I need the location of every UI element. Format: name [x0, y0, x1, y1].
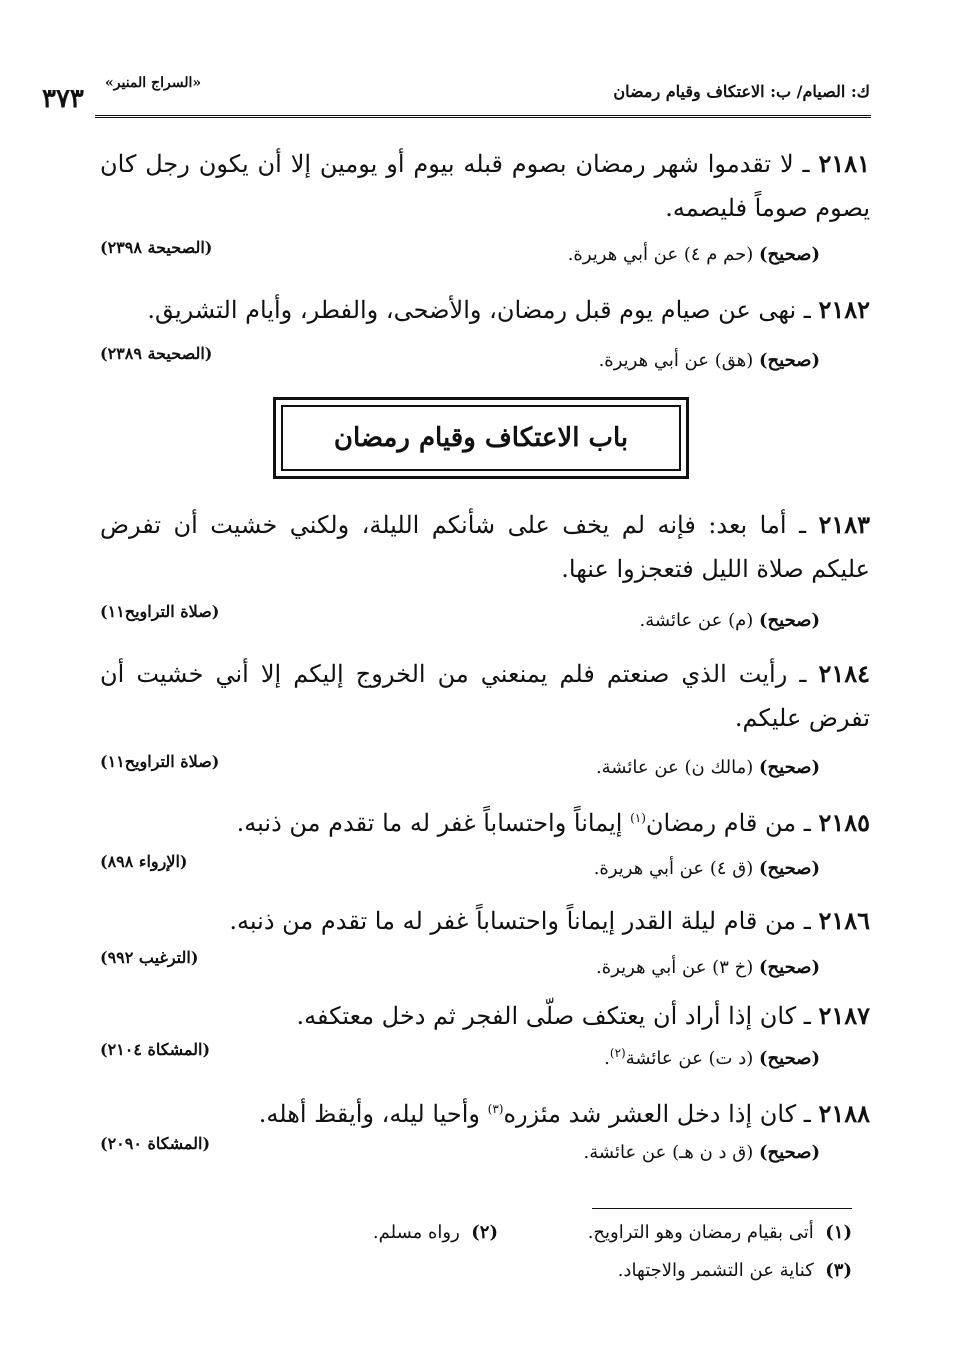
hadith-text: من قام ليلة القدر إيماناً واحتساباً غفر له ما تقدم من ذنبه.: [229, 907, 797, 935]
hadith-number: ٢١٨٢: [818, 295, 870, 324]
hadith-2188: ٢١٨٨ ـ كان إذا دخل العشر شد مئزره$^{(٣)}$ وأحيا ليله، وأيقظ أهله.: [258, 1099, 870, 1128]
grading-2184: [596, 757, 820, 778]
grading-tail: .: [604, 1048, 610, 1069]
hadith-text-before: من قام رمضان: [645, 809, 797, 837]
footnote-1: [588, 1222, 852, 1243]
footnote-2: [373, 1222, 498, 1243]
reference-2181: (الصحيحة ٢٣٩٨): [100, 238, 213, 257]
hadith-text-before: كان إذا دخل العشر شد مئزره: [503, 1100, 797, 1128]
grading-label: (صحيح): [759, 610, 820, 631]
hadith-text: كان إذا أراد أن يعتكف صلّى الفجر ثم دخل معتكفه.: [296, 1002, 797, 1030]
grading-source: (خ ٣) عن أبي هريرة.: [596, 957, 754, 978]
book-title: «السراج المنير»: [105, 75, 202, 91]
hadith-2184: ٢١٨٤ ـ رأيت الذي صنعتم فلم يمنعني من الخروج إليكم إلا أني خشيت أن تفرض عليكم.: [100, 659, 870, 732]
page-number: ٣٧٣: [42, 84, 84, 114]
grading-label: (صحيح): [759, 1048, 820, 1069]
hadith-text: رأيت الذي صنعتم فلم يمنعني من الخروج إليكم إلا أني خشيت أن تفرض عليكم.: [100, 660, 870, 732]
grading-2186: [596, 957, 820, 978]
hadith-text-after: وأحيا ليله، وأيقظ أهله.: [258, 1100, 488, 1128]
hadith-text: أما بعد: فإنه لم يخف على شأنكم الليلة، ولكني خشيت أن تفرض عليكم صلاة الليل فتعجزوا عنها.: [100, 511, 870, 583]
footnote-rule: [592, 1208, 852, 1209]
grading-source: (م) عن عائشة.: [639, 610, 754, 631]
hadith-number: ٢١٨١: [818, 149, 871, 178]
hadith-2182: ٢١٨٢ ـ نهى عن صيام يوم قبل رمضان، والأضحى، والفطر، وأيام التشريق.: [147, 295, 870, 324]
grading-2182: [599, 350, 820, 371]
hadith-number: ٢١٨٤: [818, 659, 870, 688]
footnote-text: كناية عن التشمر والاجتهاد.: [617, 1260, 814, 1281]
hadith-number: ٢١٨٧: [818, 1001, 870, 1030]
grading-label: (صحيح): [759, 957, 820, 978]
grading-label: (صحيح): [759, 350, 820, 371]
footnote-number: (١): [825, 1222, 852, 1243]
grading-label: (صحيح): [759, 244, 820, 265]
footnote-number: (٣): [825, 1260, 852, 1281]
hadith-2186: ٢١٨٦ ـ من قام ليلة القدر إيماناً واحتساباً غفر له ما تقدم من ذنبه.: [229, 906, 870, 935]
hadith-text: لا تقدموا شهر رمضان بصوم قبله بيوم أو يومين إلا أن يكون رجل كان يصوم صوماً فليصمه.: [100, 150, 870, 222]
hadith-text: نهى عن صيام يوم قبل رمضان، والأضحى، والفطر، وأيام التشريق.: [147, 296, 797, 324]
footnote-3: [618, 1260, 852, 1281]
grading-label: (صحيح): [759, 1142, 820, 1163]
hadith-number: ٢١٨٣: [818, 510, 870, 539]
grading-source: (مالك ن) عن عائشة.: [595, 757, 754, 778]
footnote-number: (٢): [471, 1222, 498, 1243]
hadith-2183: ٢١٨٣ ـ أما بعد: فإنه لم يخف على شأنكم الليلة، ولكني خشيت أن تفرض عليكم صلاة الليل فتعجزوا عنها.: [100, 510, 870, 583]
grading-label: (صحيح): [759, 858, 820, 879]
grading-source: (حم م ٤) عن أبي هريرة.: [567, 244, 754, 265]
chapter-heading: باب الاعتكاف وقيام رمضان: [281, 405, 681, 471]
grading-source: (ق د ن هـ) عن عائشة.: [583, 1142, 754, 1163]
grading-2181: [568, 244, 820, 265]
footnote-marker[interactable]: (٣): [487, 1102, 504, 1116]
hadith-2181: ٢١٨١ ـ لا تقدموا شهر رمضان بصوم قبله بيوم أو يومين إلا أن يكون رجل كان يصوم صوماً فليصمه.: [100, 149, 871, 222]
reference-2184: (صلاة التراويح١١): [100, 752, 220, 771]
grading-source: (د ت) عن عائشة: [625, 1048, 754, 1069]
reference-2188: (المشكاة ٢٠٩٠): [100, 1134, 211, 1153]
grading-source: (هق) عن أبي هريرة.: [598, 350, 754, 371]
footnote-text: رواه مسلم.: [372, 1222, 460, 1243]
reference-2183: (صلاة التراويح١١): [100, 602, 220, 621]
grading-2185: [594, 858, 820, 879]
hadith-number: ٢١٨٥: [818, 808, 870, 837]
hadith-number: ٢١٨٨: [818, 1099, 870, 1128]
chapter-heading-frame: [273, 397, 689, 479]
header-rule: [95, 115, 871, 118]
footnote-marker[interactable]: (١): [630, 811, 646, 825]
footnote-text: أتى بقيام رمضان وهو التراويح.: [587, 1222, 814, 1243]
hadith-2185: ٢١٨٥ ـ من قام رمضان$^{(١)}$ إيماناً واحتساباً غفر له ما تقدم من ذنبه.: [236, 808, 870, 837]
grading-2188: [584, 1142, 820, 1163]
hadith-number: ٢١٨٦: [818, 906, 870, 935]
reference-2185: (الإرواء ٨٩٨): [100, 852, 188, 871]
reference-2187: (المشكاة ٢١٠٤): [100, 1040, 211, 1059]
footnote-marker[interactable]: (٢): [609, 1046, 626, 1060]
reference-2186: (الترغيب ٩٩٢): [100, 948, 199, 967]
running-head: ك: الصيام/ ب: الاعتكاف وقيام رمضان: [613, 82, 870, 101]
reference-2182: (الصحيحة ٢٣٨٩): [100, 344, 213, 363]
hadith-text-after: إيماناً واحتساباً غفر له ما تقدم من ذنبه.: [236, 809, 631, 837]
hadith-2187: ٢١٨٧ ـ كان إذا أراد أن يعتكف صلّى الفجر ثم دخل معتكفه.: [296, 1001, 870, 1030]
grading-source: (ق ٤) عن أبي هريرة.: [593, 858, 754, 879]
grading-2183: [640, 610, 820, 631]
grading-2187: [604, 1046, 820, 1069]
grading-label: (صحيح): [759, 757, 820, 778]
